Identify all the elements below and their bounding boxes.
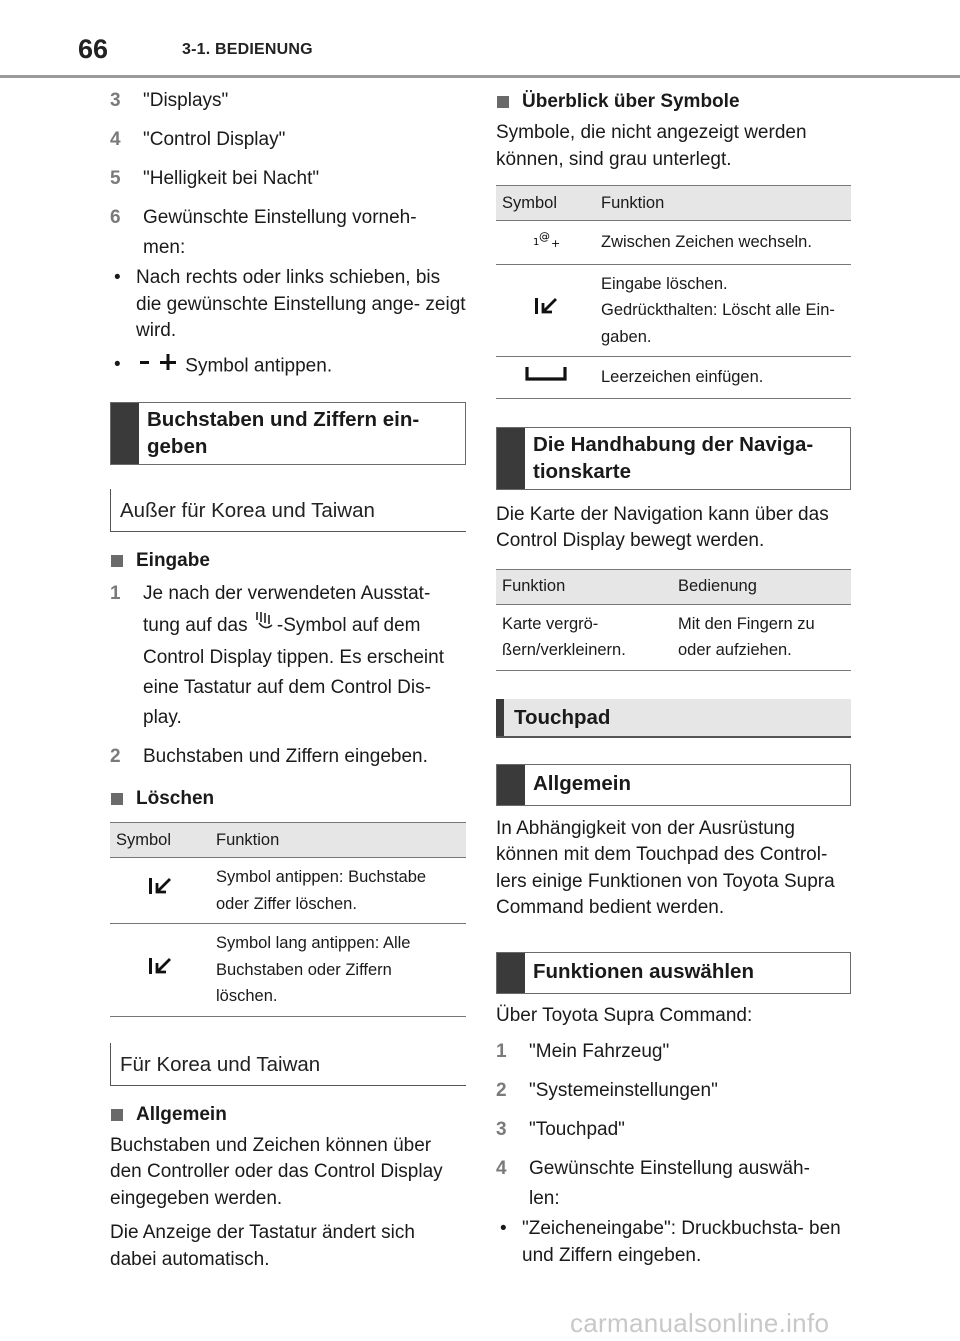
table-header-row: Symbol Funktion (496, 186, 851, 221)
heading-eingabe: Eingabe (110, 548, 466, 574)
step-5: 5 "Helligkeit bei Nacht" (110, 168, 320, 189)
heading-allgemein-left: Allgemein (110, 1102, 466, 1128)
eingabe-step-2: 2 Buchstaben und Ziffern eingeben. (110, 746, 428, 767)
table-row: Eingabe löschen. Gedrückthalten: Löscht alle Ein- gaben. (496, 264, 851, 357)
symbol-table (496, 185, 851, 399)
section-heading-letters: Buchstaben und Ziffern ein- geben (110, 402, 466, 465)
navigation-table (496, 569, 851, 671)
backspace-icon (146, 955, 174, 986)
minus-plus-icon (136, 352, 180, 381)
table-header-row: Funktion Bedienung (496, 569, 851, 604)
table-row: Leerzeichen einfügen. (496, 357, 851, 399)
touchpad-step-2: 2 "Systemeinstellungen" (496, 1080, 718, 1101)
backspace-icon (146, 875, 174, 906)
delete-table (110, 822, 466, 1017)
table-row: Symbol antippen: Buchstabe oder Ziffer löschen. (110, 858, 466, 924)
section-heading-navigation: Die Handhabung der Naviga- tionskarte (496, 427, 851, 490)
page-header (0, 0, 960, 78)
step-6: 6 Gewünschte Einstellung vorneh- men: (110, 207, 417, 258)
chapter-title: 3-1. BEDIENUNG (182, 41, 313, 58)
backspace-icon (532, 295, 560, 326)
paragraph-input: Buchstaben und Zeichen können über den Controller oder das Control Display eingegeben werden. (110, 1134, 443, 1209)
svg-text:@: @ (538, 230, 550, 243)
step-4: 4 "Control Display" (110, 129, 286, 150)
section-heading-functions: Funktionen auswählen (496, 952, 851, 994)
paragraph-touchpad: In Abhängigkeit von der Ausrüstung können mit dem Touchpad des Control- lers einige Funktionen von Toyota Supra Command bedient werden. (496, 817, 835, 918)
step-3: 3 "Displays" (110, 90, 229, 111)
header-divider (0, 75, 960, 78)
svg-text:1: 1 (532, 237, 539, 248)
bullet-character-input: • "Zeicheneingabe": Druckbuchsta- ben und Ziffern eingeben. (500, 1218, 841, 1266)
left-column (110, 86, 466, 1281)
heading-symbols: Überblick über Symbole (496, 89, 851, 115)
subheading-except-korea: Außer für Korea und Taiwan (110, 489, 466, 532)
paragraph-supra-command: Über Toyota Supra Command: (496, 1004, 753, 1026)
touchpad-step-3: 3 "Touchpad" (496, 1119, 625, 1140)
svg-text:+: + (550, 237, 560, 249)
section-heading-touchpad: Touchpad (496, 699, 851, 738)
switch-characters-icon (531, 227, 561, 258)
touchpad-step-4: 4 Gewünschte Einstellung auswäh- len: (496, 1158, 810, 1209)
bullet-tap-symbol: • Symbol antippen. (110, 352, 466, 381)
paragraph-keyboard: Die Anzeige der Tastatur ändert sich dabei automatisch. (110, 1222, 415, 1270)
table-header-row: Symbol Funktion (110, 823, 466, 858)
page-number: 66 (78, 34, 109, 64)
paragraph-navigation: Die Karte der Navigation kann über das Control Display bewegt werden. (496, 503, 829, 551)
space-icon (524, 363, 568, 392)
subheading-korea: Für Korea und Taiwan (110, 1043, 466, 1086)
bullet-slide: • Nach rechts oder links schieben, bis die gewünschte Einstellung ange- zeigt wird. (114, 267, 466, 341)
right-column (496, 86, 851, 1276)
heading-loeschen: Löschen (110, 786, 466, 812)
table-row: 1 @ + Zwischen Zeichen wechseln. (496, 221, 851, 265)
table-row: Karte vergrö- ßern/verkleinern. Mit den Fingern zu oder aufziehen. (496, 604, 851, 670)
paragraph-symbols: Symbole, die nicht angezeigt werden können, sind grau unterlegt. (496, 122, 807, 170)
section-heading-allgemein: Allgemein (496, 764, 851, 806)
touchpad-step-1: 1 "Mein Fahrzeug" (496, 1041, 670, 1062)
eingabe-step-1: 1 Je nach der verwendeten Ausstat- tung auf das -Symbol auf dem Control Display tippen. Es erscheint eine Tastatur auf dem Control Dis- play. (110, 583, 444, 728)
table-row: Symbol lang antippen: Alle Buchstaben oder Ziffern löschen. (110, 924, 466, 1017)
watermark: carmanualsonline.info (570, 1308, 830, 1338)
handwriting-icon (253, 609, 277, 643)
